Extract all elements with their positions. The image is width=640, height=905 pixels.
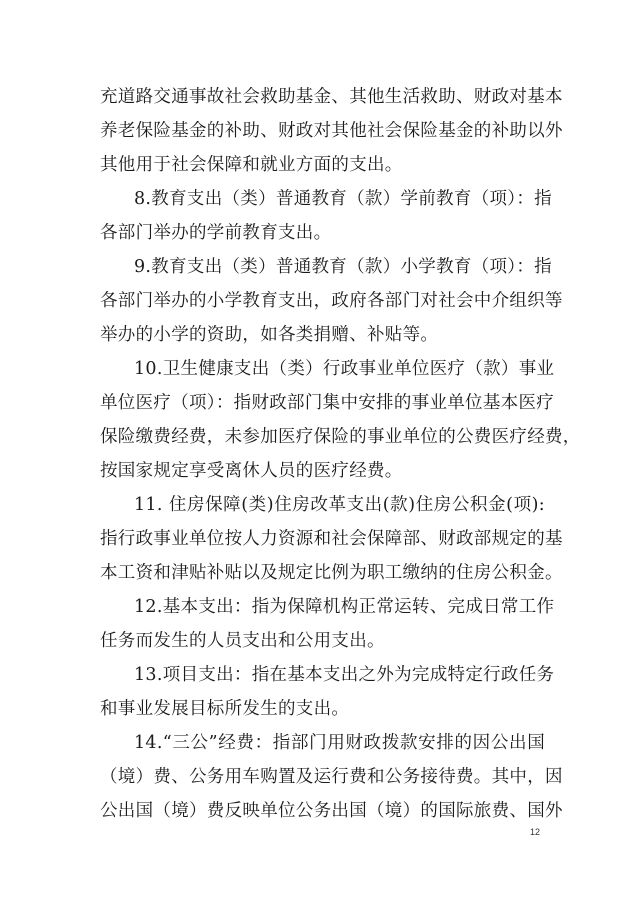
paragraph-heading-8: 8.教育支出（类）普通教育（款）学前教育（项）：指: [134, 189, 552, 209]
body-text-line: 任务而发生的人员支出和公用支出。: [100, 631, 385, 651]
body-text-line: 各部门举办的小学教育支出，政府各部门对社会中介组织等: [100, 291, 563, 311]
body-text-line: 和事业发展目标所发生的支出。: [100, 699, 350, 719]
body-text-line: 其他用于社会保障和就业方面的支出。: [100, 155, 403, 175]
body-text-line: 养老保险基金的补助、财政对其他社会保险基金的补助以外: [100, 121, 563, 141]
body-text-line: （境）费、公务用车购置及运行费和公务接待费。其中，因: [100, 767, 563, 787]
paragraph-heading-11: 11. 住房保障(类)住房改革支出(款)住房公积金(项):: [134, 495, 545, 515]
body-text-line: 各部门举办的学前教育支出。: [100, 223, 332, 243]
body-text-line: 保险缴费经费，未参加医疗保险的事业单位的公费医疗经费，: [100, 427, 581, 447]
paragraph-heading-14: 14.“三公”经费：指部门用财政拨款安排的因公出国: [134, 733, 545, 753]
paragraph-heading-9: 9.教育支出（类）普通教育（款）小学教育（项）：指: [134, 257, 552, 277]
paragraph-heading-13: 13.项目支出：指在基本支出之外为完成特定行政任务: [134, 665, 555, 685]
body-text-line: 公出国（境）费反映单位公务出国（境）的国际旅费、国外: [100, 801, 563, 821]
paragraph-heading-12: 12.基本支出：指为保障机构正常运转、完成日常工作: [134, 597, 555, 617]
body-text-line: 充道路交通事故社会救助基金、其他生活救助、财政对基本: [100, 87, 563, 107]
body-text-line: 指行政事业单位按人力资源和社会保障部、财政部规定的基: [100, 529, 563, 549]
paragraph-heading-10: 10.卫生健康支出（类）行政事业单位医疗（款）事业: [134, 359, 555, 379]
body-text-line: 单位医疗（项）：指财政部门集中安排的事业单位基本医疗: [100, 393, 555, 413]
body-text-line: 本工资和津贴补贴以及规定比例为职工缴纳的住房公积金。: [100, 563, 563, 583]
page-number: 12: [530, 827, 541, 837]
body-text-line: 按国家规定享受离休人员的医疗经费。: [100, 461, 403, 481]
body-text-line: 举办的小学的资助，如各类捐赠、补贴等。: [100, 325, 439, 345]
